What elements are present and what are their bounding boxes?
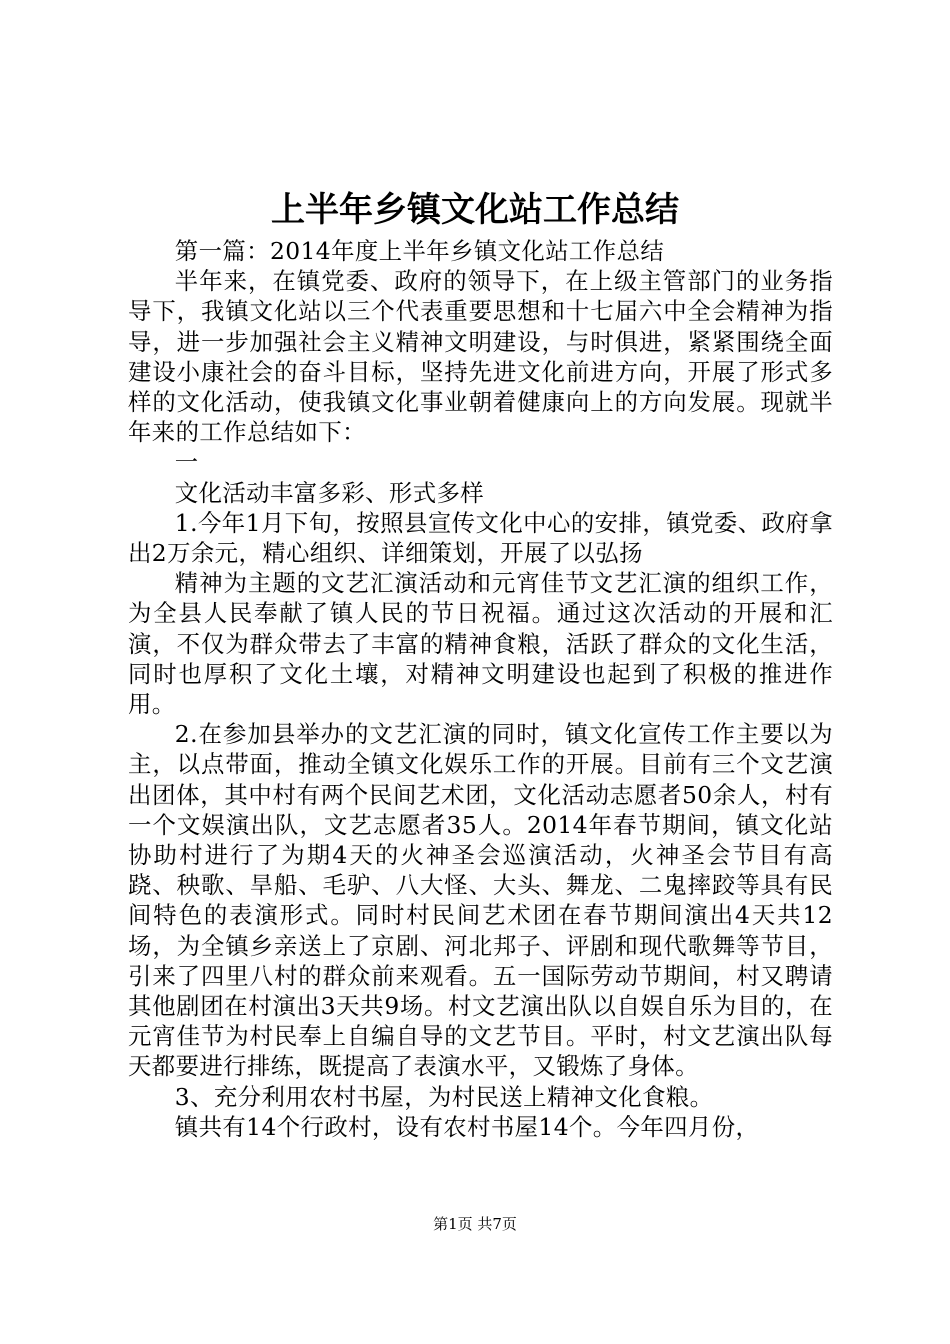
page-number: 第1页 共7页	[433, 1215, 517, 1233]
paragraph-item-1: 1.今年1月下旬，按照县宣传文化中心的安排，镇党委、政府拿出2万余元，精心组织、详细策划，开展了以弘扬	[128, 508, 833, 568]
section-heading: 第一篇：2014年度上半年乡镇文化站工作总结	[174, 237, 665, 265]
paragraph-item-3: 镇共有14个行政村，设有农村书屋14个。今年四月份，	[174, 1112, 760, 1141]
document-body	[128, 236, 833, 1142]
paragraph-item-2: 2.在参加县举办的文艺汇演的同时，镇文化宣传工作主要以为主，以点带面，推动全镇文化娱乐工作的开展。目前有三个文艺演出团体，其中村有两个民间艺术团，文化活动志愿者50余人，村有一个文娱演出队，文艺志愿者35人。2014年春节期间，镇文化站协助村进行了为期4天的火神圣会巡演活动，火神圣会节目有高跷、秧歌、旱船、毛驴、八大怪、大头、舞龙、二鬼摔跤等具有民间特色的表演形式。同时村民间艺术团在春节期间演出4天共12场，为全镇乡亲送上了京剧、河北邦子、评剧和现代歌舞等节目，引来了四里八村的群众前来观看。五一国际劳动节期间，村又聘请其他剧团在村演出3天共9场。村文艺演出队以自娱自乐为目的，在元宵佳节为村民奉上自编自导的文艺节目。平时，村文艺演出队每天都要进行排练，既提高了表演水平，又锻炼了身体。	[128, 720, 833, 1081]
document-title: 上半年乡镇文化站工作总结	[271, 190, 679, 230]
intro-paragraph: 半年来，在镇党委、政府的领导下，在上级主管部门的业务指导下，我镇文化站以三个代表重要思想和十七届六中全会精神为指导，进一步加强社会主义精神文明建设，与时俱进，紧紧围绕全面建设小康社会的奋斗目标，坚持先进文化前进方向，开展了形式多样的文化活动，使我镇文化事业朝着健康向上的方向发展。现就半年来的工作总结如下：	[128, 267, 833, 447]
paragraph-item-3-heading: 3、充分利用农村书屋，为村民送上精神文化食粮。	[174, 1082, 714, 1111]
section-number: 一	[174, 448, 199, 477]
paragraph-item-1-continued: 精神为主题的文艺汇演活动和元宵佳节文艺汇演的组织工作，为全县人民奉献了镇人民的节日祝福。通过这次活动的开展和汇演，不仅为群众带去了丰富的精神食粮，活跃了群众的文化生活，同时也厚积了文化土壤，对精神文明建设也起到了积极的推进作用。	[128, 569, 833, 719]
section-title: 文化活动丰富多彩、形式多样	[174, 478, 485, 507]
